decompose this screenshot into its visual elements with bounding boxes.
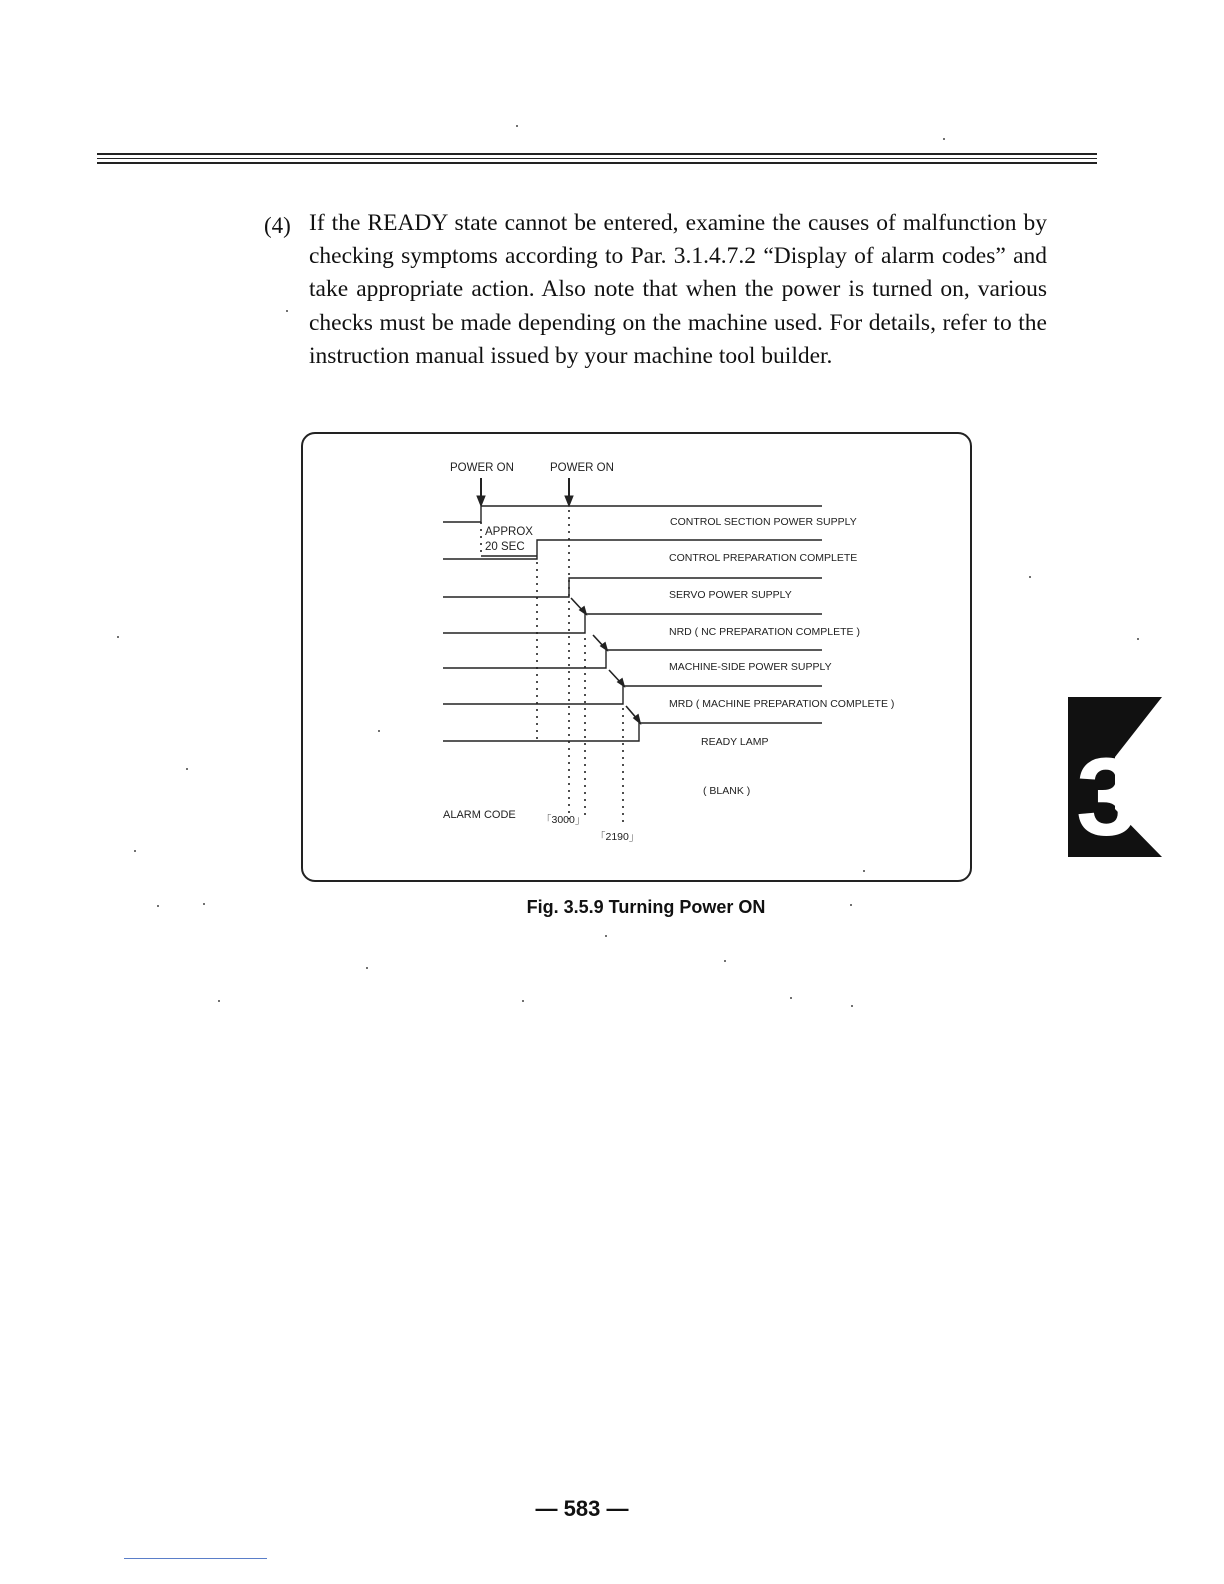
signal-label-servo-power: SERVO POWER SUPPLY xyxy=(669,589,792,601)
figure-frame xyxy=(301,432,972,882)
scan-speck xyxy=(605,935,607,937)
item-number: (4) xyxy=(264,213,291,238)
signal-label-mrd: MRD ( MACHINE PREPARATION COMPLETE ) xyxy=(669,698,895,710)
signal-label-machine-power: MACHINE-SIDE POWER SUPPLY xyxy=(669,661,832,673)
power-on-label-2: POWER ON xyxy=(550,462,614,474)
alarm-code-2190: 「2190」 xyxy=(595,831,640,843)
scan-speck xyxy=(516,125,518,127)
approx-time-label: 20 SEC xyxy=(485,541,525,553)
scan-speck xyxy=(186,768,188,770)
scan-speck xyxy=(1137,638,1139,640)
scan-speck xyxy=(1029,576,1031,578)
signal-label-nrd: NRD ( NC PREPARATION COMPLETE ) xyxy=(669,626,860,638)
scan-speck xyxy=(117,636,119,638)
alarm-code-label: ALARM CODE xyxy=(443,809,516,821)
scan-speck xyxy=(850,904,852,906)
body-paragraph: If the READY state cannot be entered, examine the causes of malfunction by checking symptoms according to Par. 3.1.4.7.2 “Display of alarm codes” and take appropriate action. Also note that when the power is turned on, various checks must be made depending on the machine used. For details, refer to the instruction manual issued by your machine tool builder. xyxy=(309,210,1047,369)
scan-speck xyxy=(724,960,726,962)
header-rule-top xyxy=(97,153,1097,155)
scan-speck xyxy=(286,310,288,312)
scan-speck xyxy=(134,850,136,852)
scan-speck xyxy=(157,905,159,907)
scan-speck xyxy=(366,967,368,969)
scan-speck xyxy=(943,138,945,140)
alarm-code-3000: 「3000」 xyxy=(541,814,586,826)
page-number: — 583 — xyxy=(535,1496,629,1521)
timing-diagram xyxy=(303,434,974,884)
scan-speck xyxy=(790,997,792,999)
header-rule-bottom xyxy=(97,162,1097,164)
arrow-down-icon xyxy=(565,478,573,506)
blank-label: ( BLANK ) xyxy=(703,785,751,797)
signal-label-control-prep: CONTROL PREPARATION COMPLETE xyxy=(669,552,858,564)
power-on-label-1: POWER ON xyxy=(450,462,514,474)
scan-speck xyxy=(522,1000,524,1002)
scan-speck xyxy=(863,870,865,872)
header-rule-middle xyxy=(97,158,1097,159)
signal-label-control-power: CONTROL SECTION POWER SUPPLY xyxy=(670,516,857,528)
scan-speck xyxy=(851,1005,853,1007)
signal-label-ready-lamp: READY LAMP xyxy=(701,736,769,748)
scan-speck xyxy=(378,730,380,732)
chapter-tab-label: 3 xyxy=(1076,736,1138,859)
chapter-tab xyxy=(1068,697,1162,859)
approx-label: APPROX xyxy=(485,526,533,538)
arrow-down-icon xyxy=(477,478,485,506)
bottom-divider xyxy=(124,1558,267,1559)
scan-speck xyxy=(218,1000,220,1002)
figure-caption: Fig. 3.5.9 Turning Power ON xyxy=(526,897,766,917)
scan-speck xyxy=(203,903,205,905)
